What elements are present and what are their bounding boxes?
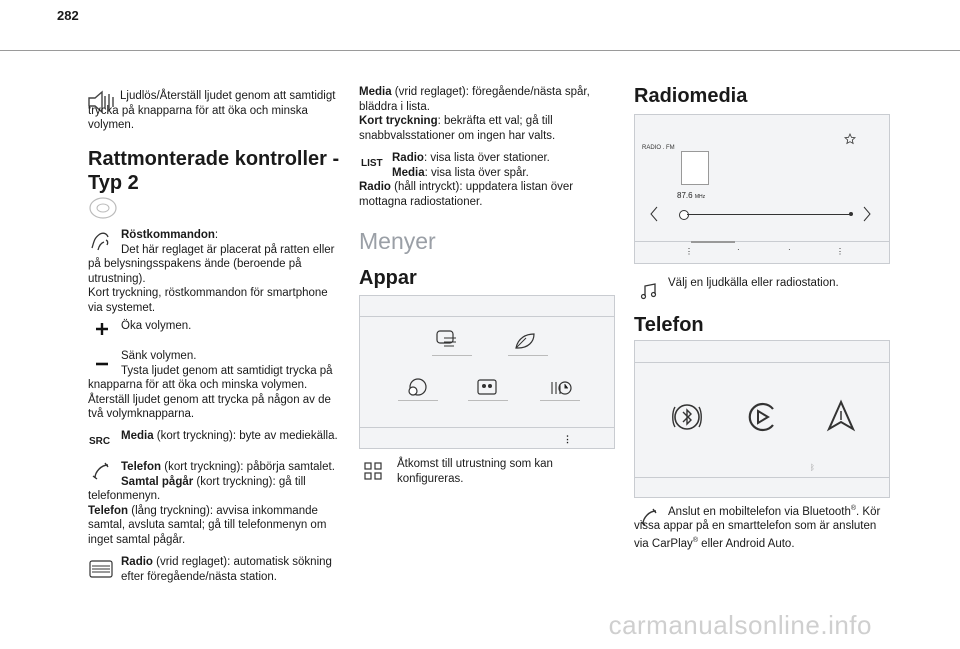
list-icon: LIST [361,158,383,169]
telefon-top-bar [635,362,889,363]
apps-top-bar [360,316,614,317]
watermark: carmanualsonline.info [608,610,872,640]
radio-more-icon[interactable]: ⋮ [836,247,844,256]
app-underline [468,400,508,401]
short-text: : bekräfta ett val; gå till snabbvalsstationer om ingen har valts. [359,115,556,142]
col2-list-block [359,151,609,209]
radio-dot-2[interactable]: · [788,245,791,254]
app-underline [508,355,548,356]
phone-label: Telefon [121,461,162,473]
phone-caption [634,502,886,551]
vol-up-text: Öka volymen. [121,320,192,332]
short-label: Kort tryckning [359,115,438,128]
header-rule [0,50,960,51]
radio-menu-icon[interactable]: ⋮ [685,247,693,256]
radio-label: Radio [121,556,153,568]
voice-text: Det här reglaget är placerat på ratten eller på belysningsspakens ände (beroende på utrustning). [88,243,335,285]
app-underline [540,400,580,401]
heading-steering-controls: Rattmonterade kontroller - Typ 2 [88,148,340,194]
telefon-bottom-bar [635,477,889,478]
frequency-readout [677,191,705,200]
voice-block: Röstkommandon: Det här reglaget är placerat på ratten eller på belysningsspakens ände (beroende på utrustning). Kort tryckning, röstkommandon för smartphone via systemet. [88,228,340,316]
phone-long-text: (lång tryckning): avvisa inkommande samtal, avsluta samtal; gå till telefonmenyn om inget samtal pågår. [88,504,327,546]
call-label: Samtal pågår [121,475,194,488]
src-icon: SRC [89,436,111,447]
voice-text-2: Kort tryckning, röstkommandon för smartphone via systemet. [88,287,328,314]
vol-down-2: Tysta ljudet genom att samtidigt trycka på knapparna för att öka och minska volymen. [88,364,333,392]
radio-screen [634,114,890,264]
tuner-knob[interactable] [679,210,689,220]
col2-media-text: (vrid reglaget): föregående/nästa spår, bläddra i lista. [359,86,590,113]
sms-app-icon[interactable] [434,328,460,352]
vol-down-1: Sänk volymen. [121,350,197,362]
favorite-star-icon[interactable] [844,133,856,145]
prev-station-icon[interactable] [649,206,659,222]
bluetooth-icon[interactable] [669,399,705,435]
radio-line [121,555,343,584]
radio-source-label: RADIO . FM [642,145,675,151]
scroll-wheel-icon [89,559,113,579]
bluetooth-status-icon: ᛒ [810,463,815,472]
steering-wheel-icon [88,196,118,220]
list-radio-label: Radio [392,152,424,164]
app-underline [432,355,472,356]
radio-hold-label: Radio [359,181,391,194]
phone-caption-3: eller Android Auto. [697,537,795,550]
radio-caption: Välj en ljudkälla eller radiostation. [668,277,839,289]
music-note-icon [640,282,658,300]
col2-media-block [359,85,609,143]
android-auto-icon[interactable] [824,399,858,433]
phone-text: (kort tryckning): påbörja samtalet. [161,461,335,473]
frequency-unit: MHz [694,194,706,200]
next-station-icon[interactable] [862,206,872,222]
phone-caption-1: Anslut en mobiltelefon via Bluetooth [668,505,851,518]
media-line [121,429,341,444]
vol-down-block [88,349,343,422]
contacts-app-icon[interactable] [476,378,498,398]
phone-block [88,460,350,548]
intro-text: Ljudlös/Återställ ljudet genom att samtidigt trycka på knapparna för att öka och minska volymen. [88,90,336,132]
page-number: 282 [57,8,79,23]
heading-menus: Menyer [359,228,436,254]
radio-bottom-bar [635,241,889,242]
station-artwork [681,151,709,185]
active-tab-indicator [691,241,735,243]
telefon-screen [634,340,890,498]
phone-caption-2: . Kör vissa appar på en smarttelefon som är ansluten via CarPlay [634,505,881,550]
radio-text: (vrid reglaget): automatisk sökning efter föregående/nästa station. [121,556,332,583]
apps-bottom-bar [360,427,614,428]
vol-down-3: Återställ ljudet genom att trycka på någon av de två volymknapparna. [88,393,331,421]
list-radio-text: : visa lista över stationer. [423,152,550,164]
call-text: (kort tryckning): gå till telefonmenyn. [88,475,306,503]
col2-media-label: Media [359,86,392,98]
heading-apps: Appar [359,267,417,289]
apps-caption: Åtkomst till utrustning som kan konfigureras. [397,458,553,485]
list-media-label: Media [392,166,425,179]
apps-more-icon[interactable]: ⋮ [563,434,572,444]
heading-radiomedia: Radiomedia [634,85,748,107]
settings-app-icon[interactable] [404,376,430,400]
eco-app-icon[interactable] [512,328,538,352]
apps-screen [359,295,615,449]
plus-icon [95,322,109,336]
tuner-slider[interactable] [687,214,851,215]
voice-label: Röstkommandon [121,229,215,241]
radio-dot-1[interactable]: · [737,245,740,254]
registered-mark: ® [850,505,857,512]
tuner-end-dot [849,212,853,216]
heading-telefon: Telefon [634,314,704,336]
frequency-value: 87.6 [677,191,693,200]
registered-mark: ® [692,537,698,545]
list-media-text: : visa lista över spår. [424,166,529,179]
climate-timer-app-icon[interactable] [548,376,574,400]
media-text: (kort tryckning): byte av mediekälla. [153,430,338,442]
app-underline [398,400,438,401]
media-label: Media [121,430,154,442]
radio-hold-text: (håll intryckt): uppdatera listan över mottagna radiostationer. [359,181,574,208]
phone-long-label: Telefon [88,504,129,517]
carplay-icon[interactable] [746,401,778,433]
apps-grid-icon [364,462,382,480]
